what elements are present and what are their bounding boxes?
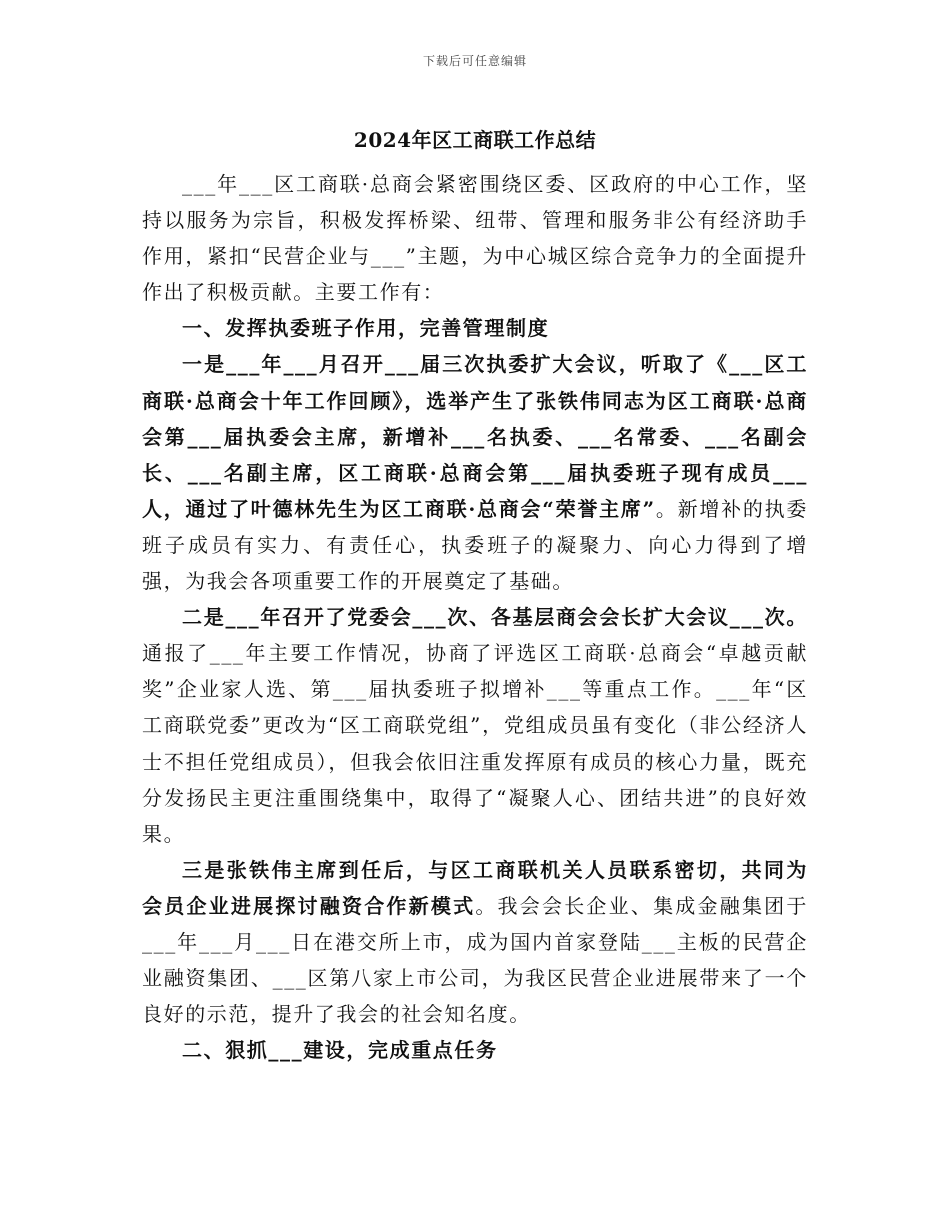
paragraph-item-3-body: 。我会会长企业、集成金融集团于___年___月___日在港交所上市，成为国内首家登陆___主板的民营企业融资集团、___区第八家上市公司，为我区民营企业进展带来了一个良好的示范，提升了我会的社会知名度。 — [142, 893, 809, 1027]
section-heading-1: 一、发挥执委班子作用，完善管理制度 — [182, 316, 550, 341]
paragraph-item-1 — [142, 346, 808, 599]
document-title: 2024年区工商联工作总结 — [353, 128, 597, 152]
paragraph-item-2-body: 通报了___年主要工作情况，协商了评选区工商联·总商会“卓越贡献奖”企业家人选、第___届执委班子拟增补___等重点工作。___年“区工商联党委”更改为“区工商联党组”，党组成员虽有变化（非公经济人士不担任党组成员），但我会依旧注重发挥原有成员的核心力量，既充分发扬民主更注重围绕集中，取得了“凝聚人心、团结共进”的良好效果。 — [142, 641, 808, 846]
paragraph-item-1-body: 。新增补的执委班子成员有实力、有责任心，执委班子的凝聚力、向心力得到了增强，为我会各项重要工作的开展奠定了基础。 — [142, 496, 808, 594]
paragraph-item-2 — [142, 599, 808, 852]
section-heading-2: 二、狠抓___建设，完成重点任务 — [182, 1038, 498, 1063]
paragraph-item-3 — [142, 852, 808, 1032]
paragraph-item-2-lead: 二是___年召开了党委会___次、各基层商会会长扩大会议___次。 — [182, 605, 808, 630]
document-body — [142, 166, 808, 1068]
page-header-note: 下载后可任意编辑 — [422, 54, 527, 68]
paragraph-item-1-lead: 一是___年___月召开___届三次执委扩大会议，听取了《___区工商联·总商会十年工作回顾》，选举产生了张铁伟同志为区工商联·总商会第___届执委会主席，新增补___名执委、___名常委、___名副会长、___名副主席，区工商联·总商会第___届执委班子现有成员___人，通过了叶德林先生为区工商联·总商会“荣誉主席” — [142, 352, 808, 521]
paragraph-item-3-lead: 三是张铁伟主席到任后，与区工商联机关人员联系密切，共同为会员企业进展探讨融资合作新模式 — [142, 857, 808, 918]
intro-paragraph: ___年___区工商联·总商会紧密围绕区委、区政府的中心工作，坚持以服务为宗旨，积极发挥桥梁、纽带、管理和服务非公有经济助手作用，紧扣“民营企业与___”主题，为中心城区综合竞争力的全面提升作出了积极贡献。主要工作有： — [142, 172, 808, 305]
